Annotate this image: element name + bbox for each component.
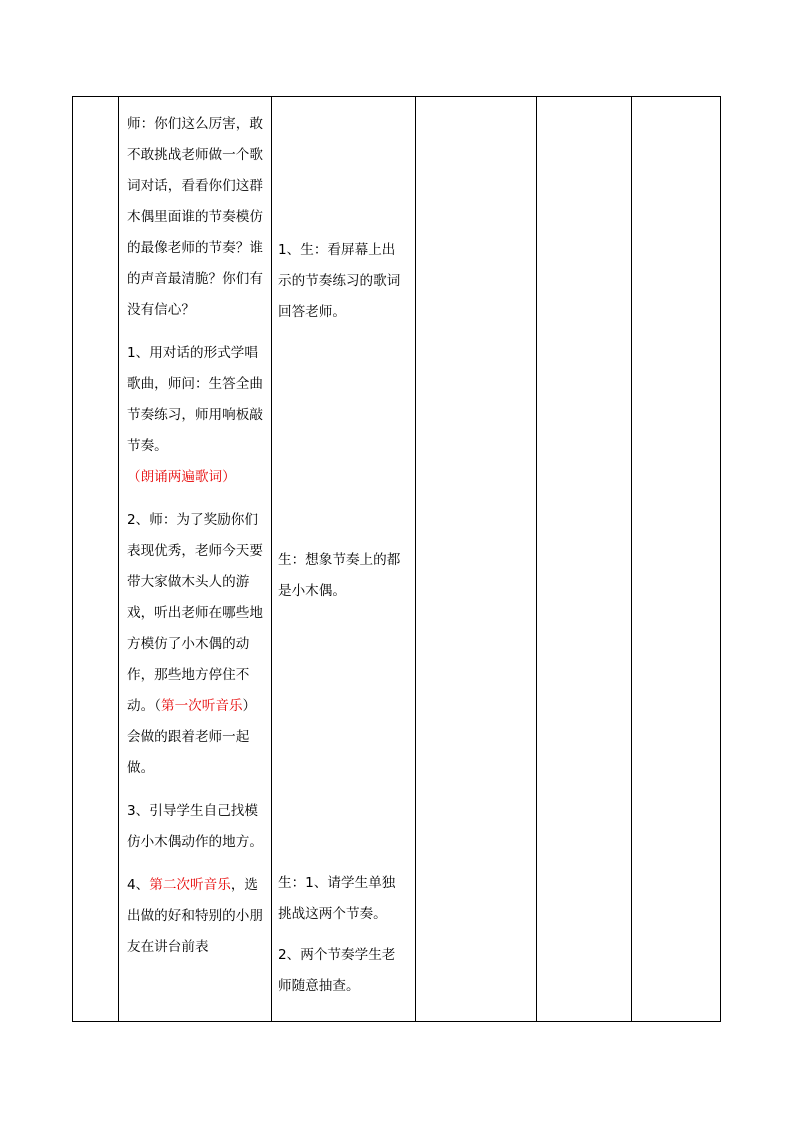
teacher-text: ）会做的跟着老师一起做。	[127, 698, 257, 776]
lesson-table	[72, 96, 721, 1022]
highlight-text: 第一次听音乐	[160, 698, 243, 714]
column-divider	[271, 97, 272, 1021]
column-divider	[118, 97, 119, 1021]
column-divider	[415, 97, 416, 1021]
column-divider	[631, 97, 632, 1021]
teacher-activity-cell	[127, 97, 265, 963]
teacher-paragraph-3	[127, 505, 265, 784]
teacher-paragraph-1: 师：你们这么厉害，敢不敢挑战老师做一个歌词对话，看看你们这群木偶里面谁的节奏模仿的最像老师的节奏？谁的声音最清脆？你们有没有信心？	[127, 116, 263, 318]
teacher-text: 4、	[127, 877, 150, 893]
student-paragraph-3: 生：1、请学生单独挑战这两个节奏。	[278, 875, 396, 922]
teacher-text: 2、师：为了奖励你们表现优秀，老师今天要带大家做木头人的游戏，听出老师在哪些地方模仿了小木偶的动作，那些地方停住不动。（	[127, 512, 263, 714]
highlight-text: 第二次听音乐	[149, 877, 231, 893]
teacher-paragraph-2	[127, 338, 265, 493]
student-paragraph-1: 1、生：看屏幕上出示的节奏练习的歌词回答老师。	[278, 242, 401, 320]
student-paragraph-2: 生：想象节奏上的都是小木偶。	[278, 552, 401, 599]
teacher-paragraph-5	[127, 870, 265, 963]
teacher-paragraph-4: 3、引导学生自己找模仿小木偶动作的地方。	[127, 803, 263, 850]
column-divider	[536, 97, 537, 1021]
teacher-text: 1、用对话的形式学唱歌曲，师问：生答全曲节奏练习，师用响板敲节奏。	[127, 345, 263, 454]
student-paragraph-4: 2、两个节奏学生老师随意抽查。	[278, 947, 396, 994]
teacher-text: ，选出做的好和特别的小朋友在讲台前表	[127, 877, 263, 955]
highlight-text: （朗诵两遍歌词）	[127, 469, 236, 485]
